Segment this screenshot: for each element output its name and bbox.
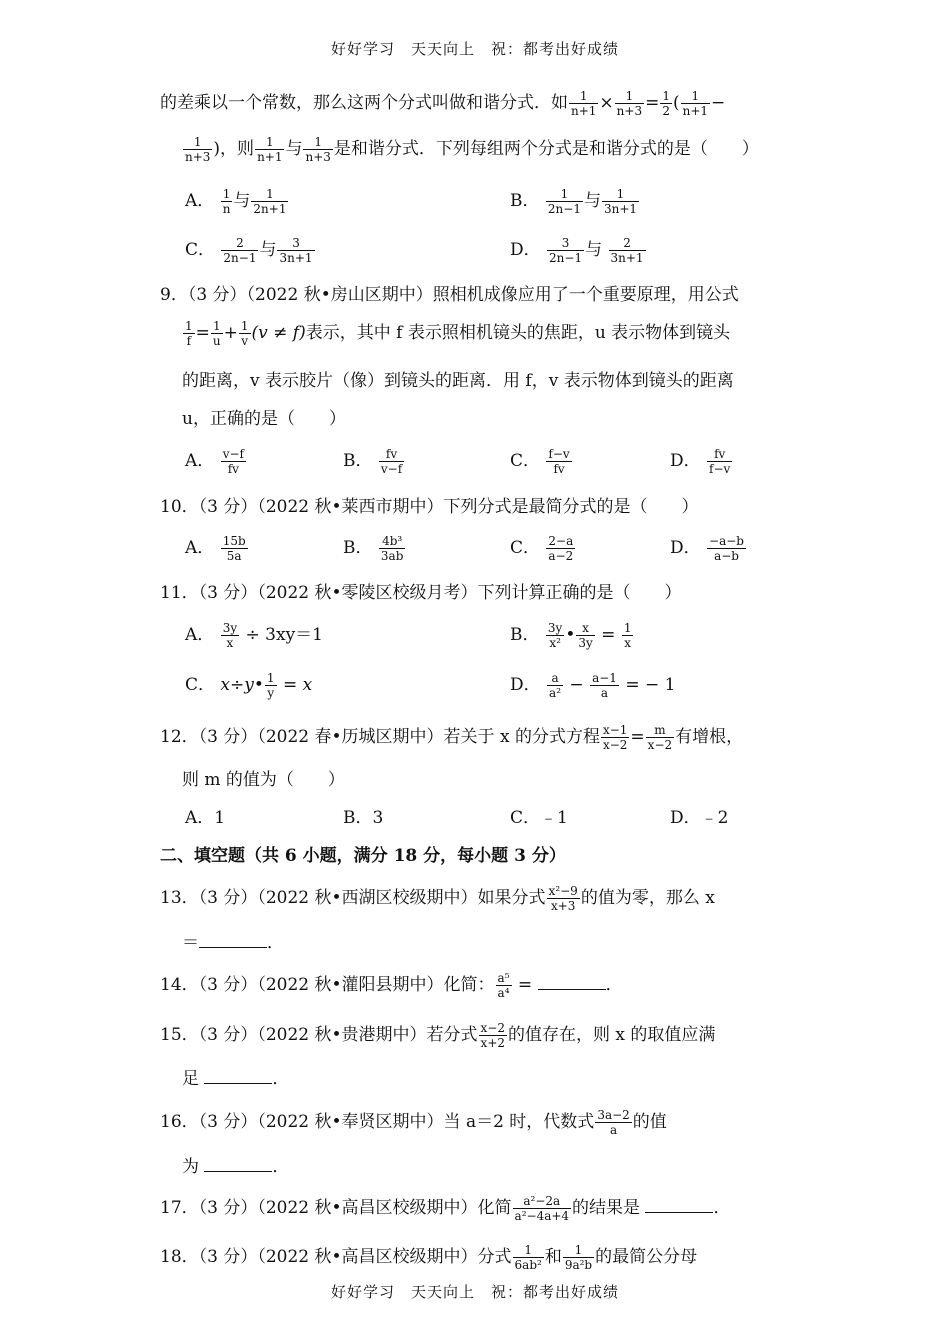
q10-option-b[interactable]: B． $\frac{\text{4b³}}{3ab}$ [343, 534, 404, 563]
q9-line-1: 9．（3 分）（2022 秋•房山区期中）照相机成像应用了一个重要原理，用公式 [160, 285, 739, 305]
q8-line-2: $\frac{1}{n+3}$ )，则 $\frac{1}{n+1}$ 与 $\frac{1}{n+3}$ 是和谐分式．下列每组两个分式是和谐分式的是（ ） [185, 135, 759, 164]
q14-line-1: 14．（3 分）（2022 秋•灌阳县期中）化简： $\frac{\text{a⁵}}{\text{a⁴}}$ = ． [160, 971, 623, 1000]
q8-option-b[interactable]: B． $\frac{1}{2n-1}$ 与 $\frac{1}{3n+1}$ [510, 187, 638, 216]
q9-option-c[interactable]: C． $\frac{f-v}{fv}$ [510, 447, 570, 476]
q15-answer-blank[interactable] [204, 1067, 272, 1084]
q9-option-a[interactable]: A． $\frac{v-f}{fv}$ [185, 447, 244, 476]
q10-option-d[interactable]: D． $\frac{-a-b}{a-b}$ [670, 534, 744, 563]
q17-line-1: 17．（3 分）（2022 秋•高昌区校级期中）化简 $\frac{\text{a²−2a}}{\text{a²−4a+4}}$ 的结果是 ． [160, 1194, 731, 1223]
q8-line-1: 的差乘以一个常数，那么这两个分式叫做和谐分式．如 $\frac{1}{n+1}$ × $\frac{1}{n+3}$ = $\frac{1}{2}$ ( $\frac{1}{n+1}$ − [160, 89, 726, 118]
q9-option-b[interactable]: B． $\frac{fv}{v-f}$ [343, 447, 403, 476]
q15-line-1: 15．（3 分）（2022 秋•贵港期中）若分式 $\frac{x-2}{x+2}$ 的值存在，则 x 的取值应满 [160, 1021, 716, 1050]
q11-option-b[interactable]: B． $\frac{3y}{\text{x²}}$ • $\frac{x}{3y}$ = $\frac{1}{x}$ [510, 621, 632, 650]
q9-line-4: u，正确的是（ ） [182, 409, 346, 429]
q13-line-2: ＝ ． [182, 933, 284, 953]
q14-answer-blank[interactable] [538, 973, 606, 990]
q18-line-1: 18．（3 分）（2022 秋•高昌区校级期中）分式 $\frac{1}{\text{6ab²}}$ 和 $\frac{1}{\text{9a²b}}$ 的最简公分母 [160, 1243, 698, 1272]
q12-option-b[interactable]: B．3 [343, 808, 384, 828]
q8-option-a[interactable]: A． $\frac{1}{n}$ 与 $\frac{1}{2n+1}$ [185, 187, 287, 216]
q11-line-1: 11．（3 分）（2022 秋•零陵区校级月考）下列计算正确的是（ ） [160, 583, 682, 603]
q9-option-d[interactable]: D． $\frac{fv}{f-v}$ [670, 447, 731, 476]
q9-line-2: $\frac{1}{f}$ = $\frac{1}{u}$ + $\frac{1}{v}$ (v ≠ f)表示，其中 f 表示照相机镜头的焦距，u 表示物体到镜头 [185, 319, 731, 348]
page-footer: 好好学习 天天向上 祝：都考出好成绩 [330, 1283, 619, 1301]
q8-option-d[interactable]: D． $\frac{3}{2n-1}$ 与 $\frac{2}{3n+1}$ [510, 236, 644, 265]
q16-answer-blank[interactable] [204, 1155, 272, 1172]
q11-option-a[interactable]: A． $\frac{3y}{x}$ ÷ 3xy＝1 [185, 621, 323, 650]
q12-line-2: 则 m 的值为（ ） [182, 770, 345, 790]
q11-option-c[interactable]: C． x÷y• $\frac{1}{y}$ = x [185, 671, 313, 700]
q15-line-2: 足 ． [182, 1069, 290, 1089]
q13-answer-blank[interactable] [199, 931, 267, 948]
q10-line-1: 10．（3 分）（2022 秋•莱西市期中）下列分式是最简分式的是（ ） [160, 497, 699, 517]
q12-line-1: 12．（3 分）（2022 春•历城区期中）若关于 x 的分式方程 $\frac{x-1}{x-2}$ = $\frac{m}{x-2}$ 有增根， [160, 723, 744, 752]
q17-answer-blank[interactable] [645, 1196, 713, 1213]
q10-option-a[interactable]: A． $\frac{15b}{5a}$ [185, 534, 246, 563]
q10-option-c[interactable]: C． $\frac{2-a}{a-2}$ [510, 534, 574, 563]
q12-option-d[interactable]: D．﹣2 [670, 808, 729, 828]
q13-line-1: 13．（3 分）（2022 秋•西湖区校级期中）如果分式 $\frac{\text{x²−9}}{x+3}$ 的值为零，那么 x [160, 884, 715, 913]
q9-line-3: 的距离，v 表示胶片（像）到镜头的距离．用 f，v 表示物体到镜头的距离 [182, 371, 734, 391]
q12-option-a[interactable]: A．1 [185, 808, 226, 828]
page-header: 好好学习 天天向上 祝：都考出好成绩 [330, 40, 619, 58]
q16-line-1: 16．（3 分）（2022 秋•奉贤区期中）当 a＝2 时，代数式 $\frac{3a-2}{a}$ 的值 [160, 1108, 667, 1137]
q16-line-2: 为 ． [182, 1157, 290, 1177]
q12-option-c[interactable]: C．﹣1 [510, 808, 568, 828]
q11-option-d[interactable]: D． $\frac{a}{\text{a²}}$ − $\frac{a-1}{a}$ = − 1 [510, 671, 676, 700]
section-2-heading: 二、填空题（共 6 小题，满分 18 分，每小题 3 分） [160, 846, 566, 866]
q8-option-c[interactable]: C． $\frac{2}{2n-1}$ 与 $\frac{3}{3n+1}$ [185, 236, 313, 265]
